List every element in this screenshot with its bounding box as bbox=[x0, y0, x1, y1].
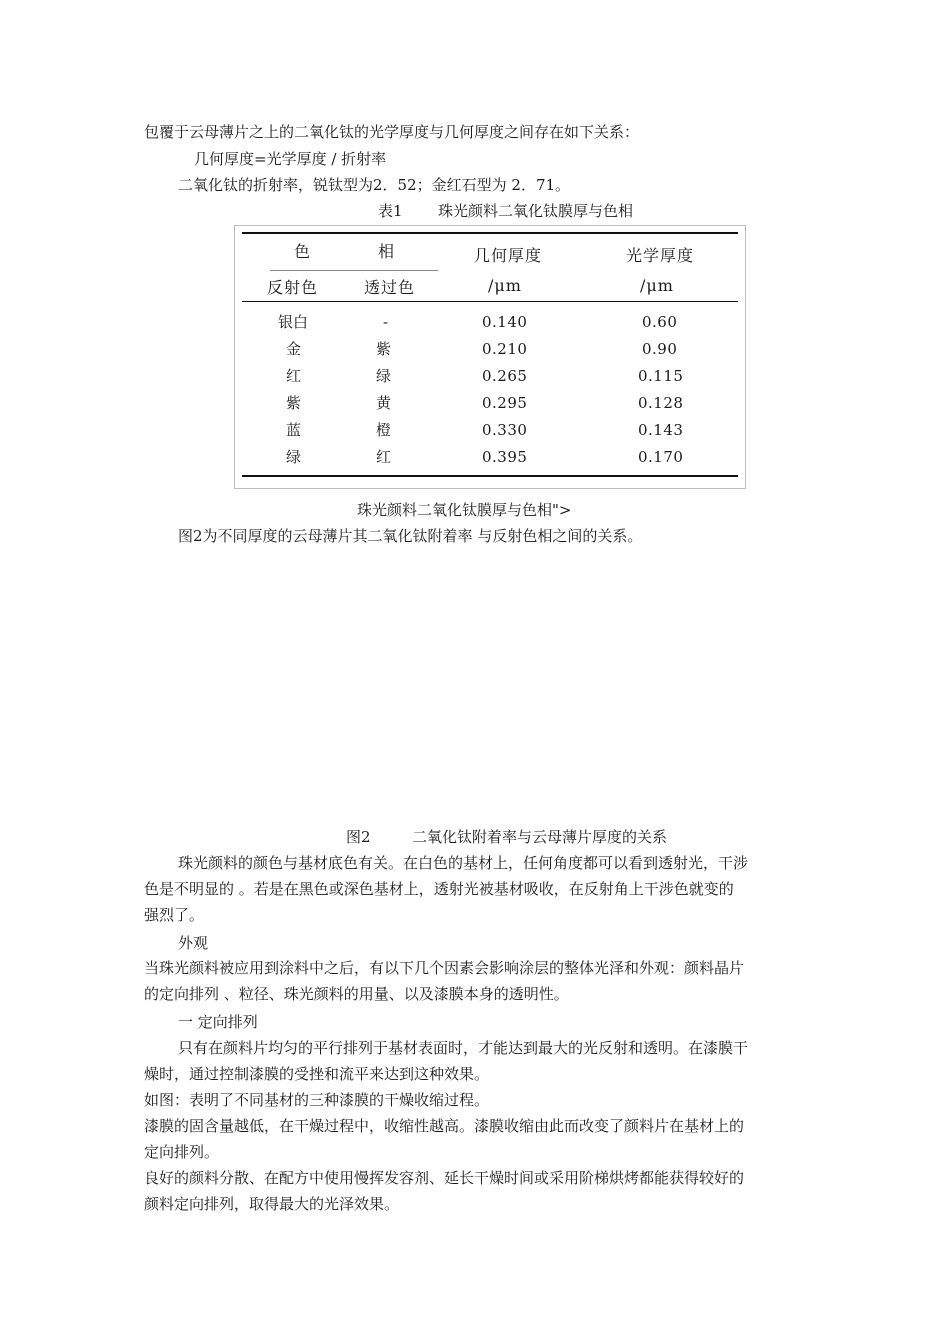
section-heading-appearance: 外观 bbox=[178, 934, 209, 952]
cell-reflect: 紫 bbox=[286, 394, 302, 412]
cell-reflect: 银白 bbox=[278, 313, 309, 331]
table-top-rule bbox=[242, 232, 738, 234]
header-color-a: 色 bbox=[294, 242, 312, 261]
header-opt: 光学厚度 bbox=[626, 246, 695, 265]
table-image-frame bbox=[234, 225, 746, 489]
paragraph-line: 燥时，通过控制漆膜的受挫和流平来达到这种效果。 bbox=[144, 1065, 490, 1083]
cell-reflect: 金 bbox=[286, 340, 302, 358]
paragraph-line: 珠光颜料的颜色与基材底色有关。在白色的基材上，任何角度都可以看到透射光，干涉 bbox=[178, 854, 749, 872]
figure2-image-placeholder bbox=[144, 556, 806, 818]
cell-geo: 0.295 bbox=[482, 394, 528, 412]
header-reflect: 反射色 bbox=[267, 278, 319, 297]
header-color-b: 相 bbox=[378, 242, 396, 261]
intro-line: 包覆于云母薄片之上的二氧化钛的光学厚度与几何厚度之间存在如下关系： bbox=[144, 123, 640, 141]
cell-geo: 0.395 bbox=[482, 448, 528, 466]
cell-reflect: 红 bbox=[286, 367, 302, 385]
cell-transmit: 黄 bbox=[376, 394, 392, 412]
paragraph-line: 只有在颜料片均匀的平行排列于基材表面时，才能达到最大的光反射和透明。在漆膜干 bbox=[178, 1039, 749, 1057]
header-geo-unit: /μm bbox=[488, 276, 522, 295]
cell-transmit: - bbox=[383, 313, 389, 331]
paragraph-line: 定向排列。 bbox=[144, 1143, 220, 1161]
table-header-rule bbox=[242, 301, 738, 302]
refractive-index-line: 二氧化钛的折射率，锐钛型为2．52；金红石型为 2．71。 bbox=[178, 176, 571, 194]
formula-line: 几何厚度=光学厚度 / 折射率 bbox=[194, 150, 387, 168]
paragraph-line: 强烈了。 bbox=[144, 906, 205, 924]
cell-transmit: 红 bbox=[376, 448, 392, 466]
cell-opt: 0.170 bbox=[638, 448, 684, 466]
cell-opt: 0.60 bbox=[642, 313, 678, 331]
paragraph-line: 当珠光颜料被应用到涂料中之后，有以下几个因素会影响涂层的整体光泽和外观：颜料晶片 bbox=[144, 959, 745, 977]
table-caption-title: 珠光颜料二氧化钛膜厚与色相 bbox=[438, 202, 634, 220]
figure2-title: 二氧化钛附着率与云母薄片厚度的关系 bbox=[412, 828, 668, 846]
cell-transmit: 紫 bbox=[376, 340, 392, 358]
cell-geo: 0.140 bbox=[482, 313, 528, 331]
table-caption-label: 表1 bbox=[378, 202, 403, 220]
paragraph-line: 色是不明显的 。若是在黑色或深色基材上，透射光被基材吸收，在反射角上干涉色就变的 bbox=[144, 880, 734, 898]
cell-geo: 0.330 bbox=[482, 421, 528, 439]
paragraph-line: 颜料定向排列，取得最大的光泽效果。 bbox=[144, 1195, 400, 1213]
paragraph-line: 的定向排列 、粒径、珠光颜料的用量、以及漆膜本身的透明性。 bbox=[144, 985, 569, 1003]
table-bottom-rule bbox=[242, 475, 738, 477]
cell-reflect: 绿 bbox=[286, 448, 302, 466]
cell-opt: 0.128 bbox=[638, 394, 684, 412]
paragraph-line: 漆膜的固含量越低，在干燥过程中，收缩性越高。漆膜收缩由此而改变了颜料片在基材上的 bbox=[144, 1117, 745, 1135]
header-geo: 几何厚度 bbox=[474, 246, 543, 265]
cell-opt: 0.115 bbox=[638, 367, 684, 385]
cell-opt: 0.90 bbox=[642, 340, 678, 358]
figure2-label: 图2 bbox=[346, 828, 371, 846]
table-sub-rule bbox=[270, 270, 438, 271]
header-transmit: 透过色 bbox=[364, 278, 416, 297]
cell-reflect: 蓝 bbox=[286, 421, 302, 439]
paragraph-line: 如图：表明了不同基材的三种漆膜的干燥收缩过程。 bbox=[144, 1091, 490, 1109]
cell-opt: 0.143 bbox=[638, 421, 684, 439]
cell-transmit: 绿 bbox=[376, 367, 392, 385]
cell-transmit: 橙 bbox=[376, 421, 392, 439]
alt-text-leak: 珠光颜料二氧化钛膜厚与色相"> bbox=[357, 501, 572, 519]
section-heading-orientation: 一 定向排列 bbox=[178, 1013, 258, 1031]
cell-geo: 0.210 bbox=[482, 340, 528, 358]
paragraph-line: 良好的颜料分散、在配方中使用慢挥发容剂、延长干燥时间或采用阶梯烘烤都能获得较好的 bbox=[144, 1169, 745, 1187]
thickness-hue-table bbox=[242, 232, 738, 480]
figure2-intro: 图2为不同厚度的云母薄片其二氧化钛附着率 与反射色相之间的关系。 bbox=[178, 527, 643, 545]
header-opt-unit: /μm bbox=[640, 276, 674, 295]
cell-geo: 0.265 bbox=[482, 367, 528, 385]
